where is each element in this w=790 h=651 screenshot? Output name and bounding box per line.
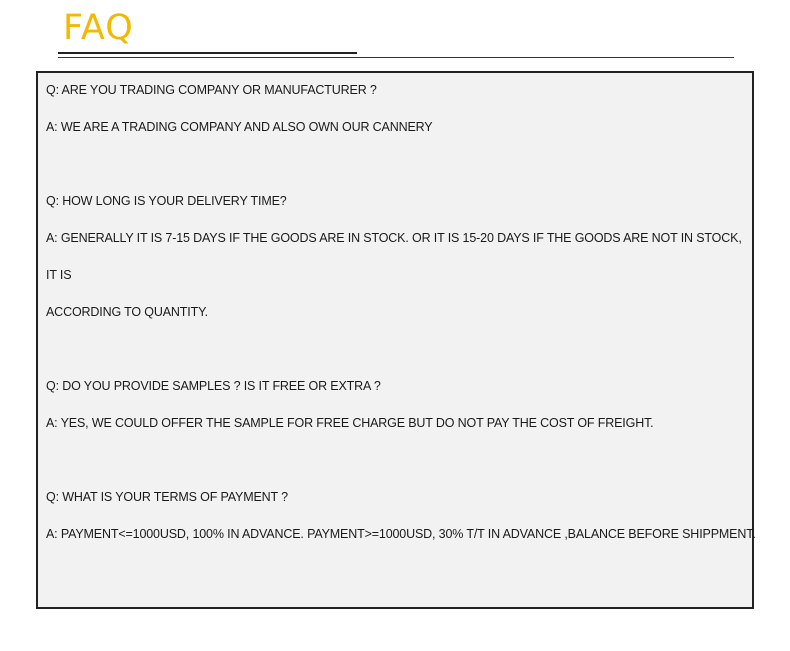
faq-answer-3: A: YES, WE COULD OFFER THE SAMPLE FOR FREE CHARGE BUT DO NOT PAY THE COST OF FREIGHT. — [46, 416, 654, 430]
title-underline-thick — [58, 52, 357, 54]
faq-answer-2-line-2: IT IS — [46, 268, 72, 282]
faq-question-4: Q: WHAT IS YOUR TERMS OF PAYMENT ? — [46, 490, 288, 504]
faq-answer-1: A: WE ARE A TRADING COMPANY AND ALSO OWN OUR CANNERY — [46, 120, 433, 134]
faq-box — [36, 71, 754, 609]
faq-answer-2-line-3: ACCORDING TO QUANTITY. — [46, 305, 209, 319]
faq-question-2: Q: HOW LONG IS YOUR DELIVERY TIME? — [46, 194, 287, 208]
faq-title: FAQ — [63, 8, 134, 48]
faq-answer-4: A: PAYMENT<=1000USD, 100% IN ADVANCE. PAYMENT>=1000USD, 30% T/T IN ADVANCE ,BALANCE BEFORE SHIPPMENT. — [46, 527, 756, 541]
faq-question-3: Q: DO YOU PROVIDE SAMPLES ? IS IT FREE OR EXTRA ? — [46, 379, 381, 393]
title-underline-thin — [58, 57, 734, 58]
faq-question-1: Q: ARE YOU TRADING COMPANY OR MANUFACTURER ? — [46, 83, 377, 97]
faq-answer-2-line-1: A: GENERALLY IT IS 7-15 DAYS IF THE GOODS ARE IN STOCK. OR IT IS 15-20 DAYS IF THE GOODS ARE NOT IN STOCK, — [46, 231, 742, 245]
